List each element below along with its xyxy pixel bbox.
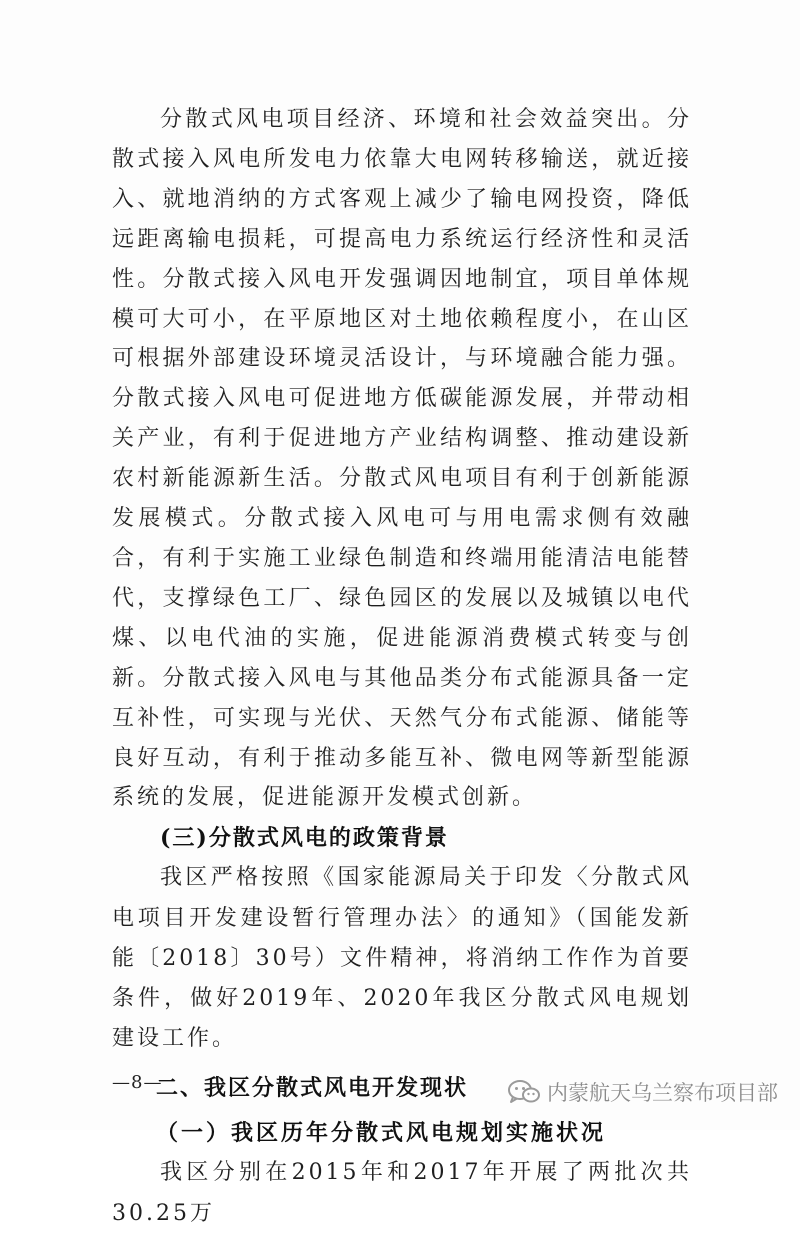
page-number: —8— [112, 1072, 163, 1093]
heading-policy-background: (三)分散式风电的政策背景 [160, 825, 449, 852]
paragraph-policy: 我区严格按照《国家能源局关于印发〈分散式风电项目开发建设暂行管理办法〉的通知》（国能发新能〔2018〕30号）文件精神，将消纳工作作为首要条件，做好2019年、2020年我区分散式风电规划建设工作。 [112, 865, 692, 1052]
paragraph-benefits: 分散式风电项目经济、环境和社会效益突出。分散式接入风电所发电力依靠大电网转移输送，就近接入、就地消纳的方式客观上减少了输电网投资，降低远距离输电损耗，可提高电力系统运行经济性和灵活性。分散式接入风电开发强调因地制宜，项目单体规模可大可小，在平原地区对土地依赖程度小，在山区可根据外部建设环境灵活设计，与环境融合能力强。分散式接入风电可促进地方低碳能源发展，并带动相关产业，有利于促进地方产业结构调整、推动建设新农村新能源新生活。分散式风电项目有利于创新能源发展模式。分散式接入风电可与用电需求侧有效融合，有利于实施工业绿色制造和终端用能清洁电能替代，支撑绿色工厂、绿色园区的发展以及城镇以电代煤、以电代油的实施，促进能源消费模式转变与创新。分散式接入风电与其他品类分布式能源具备一定互补性，可实现与光伏、天然气分布式能源、储能等良好互动，有利于推动多能互补、微电网等新型能源系统的发展，促进能源开发模式创新。 [112, 107, 692, 811]
paragraph-history: 我区分别在2015年和2017年开展了两批次共30.25万 [112, 1160, 692, 1226]
heading-development-status: 二、我区分散式风电开发现状 [156, 1076, 469, 1102]
wechat-icon [507, 1079, 541, 1105]
wechat-watermark [507, 1076, 778, 1108]
watermark-text: 内蒙航天乌兰察布项目部 [547, 1081, 778, 1105]
heading-planning-history: （一）我区历年分散式风电规划实施状况 [156, 1120, 607, 1147]
document-body [112, 100, 692, 1234]
